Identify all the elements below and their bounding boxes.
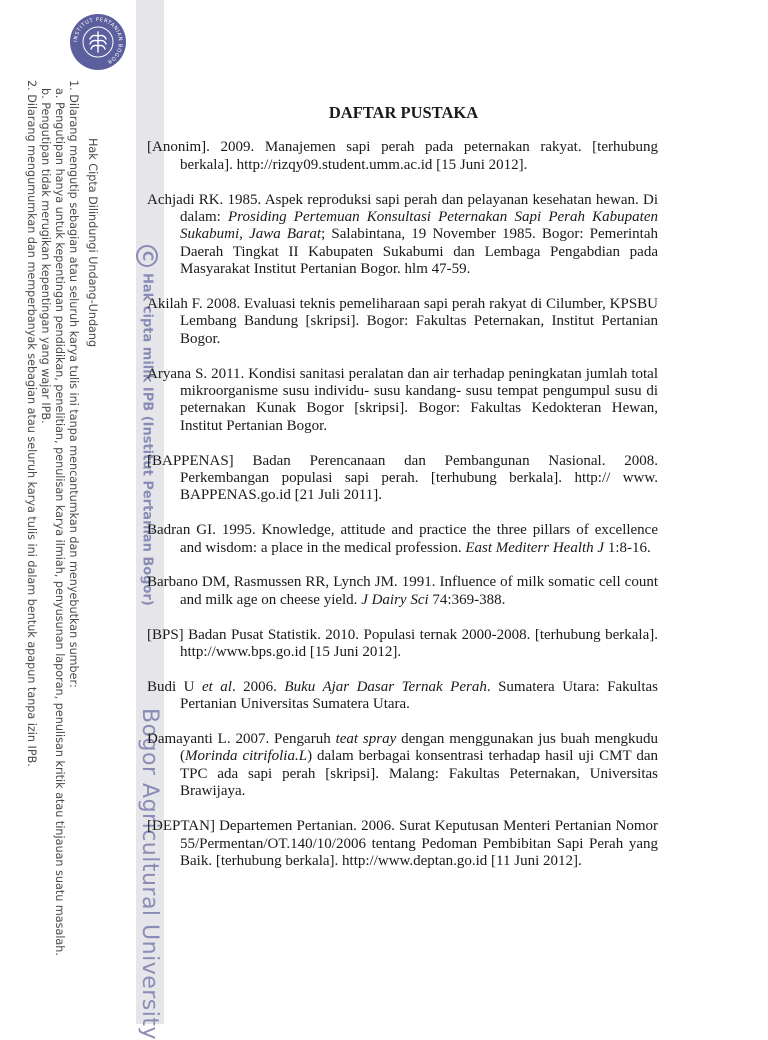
reference-entry: [147, 192, 658, 279]
legal-notice-line-a: a. Pengutipan hanya untuk kepentingan pendidikan, penelitian, penulisan karya ilmiah, penyusunan laporan, penulisan kritik atau tinjauan suatu masalah.: [53, 88, 66, 956]
reference-italic-text: Morinda citrifolia.L: [185, 748, 308, 765]
logo-ring-text: INSTITUT PERTANIAN BOGOR: [72, 16, 124, 65]
reference-text: Achjadi RK. 1985. Aspek reproduksi sapi perah dan pelayanan kesehatan hewan. Di dalam:: [147, 191, 658, 226]
university-watermark: Bogor Agricultural University: [137, 708, 162, 1040]
reference-text: [BAPPENAS] Badan Perencanaan dan Pembangunan Nasional. 2008. Perkembangan populasi sapi perah. [terhubung berkala]. http:// www. BAPPENAS.go.id [21 Juli 2011].: [147, 452, 658, 504]
reference-text: Aryana S. 2011. Kondisi sanitasi peralatan dan air terhadap peningkatan jumlah total mikroorganisme susu individu- susu kandang- susu tempat pengumpul susu di peternakan Kunak Bogor [skripsi]. Bogor: Fakultas Kedokteran Hewan, Institut Pertanian Bogor.: [147, 365, 658, 434]
reference-entry: [147, 679, 658, 714]
reference-entry: [147, 731, 658, 801]
reference-list: [147, 139, 658, 870]
reference-entry: [147, 296, 658, 348]
page-title: DAFTAR PUSTAKA: [328, 103, 479, 122]
reference-text: 74:369-388.: [428, 591, 506, 608]
reference-entry: [147, 139, 658, 174]
reference-text: . Sumatera Utara: Fakultas Pertanian Universitas Sumatera Utara.: [180, 678, 658, 713]
reference-text: . 2006.: [231, 678, 285, 695]
reference-text: Akilah F. 2008. Evaluasi teknis pemeliharaan sapi perah rakyat di Cilumber, KPSBU Lembang Bandung [skripsi]. Bogor: Fakultas Peternakan, Institut Pertanian Bogor.: [147, 296, 658, 347]
reference-entry: [147, 818, 658, 870]
reference-text: 1:8-16.: [604, 539, 651, 556]
legal-notice-heading: Hak Cipta Dilindungi Undang-Undang: [86, 138, 99, 348]
copyright-symbol-icon: C: [136, 245, 158, 267]
reference-text: [DEPTAN] Departemen Pertanian. 2006. Surat Keputusan Menteri Pertanian Nomor 55/Permentan/OT.140/10/2006 tentang Pedoman Pembibitan Sapi Perah yang Baik. [terhubung berkala]. http://www.deptan.go.id [11 Juni 2012].: [147, 818, 658, 869]
copyright-watermark-text: Hak cipta milik IPB (Institut Pertanian Bogor): [139, 273, 155, 606]
reference-text: Barbano DM, Rasmussen RR, Lynch JM. 1991. Influence of milk somatic cell count and milk age on cheese yield.: [147, 574, 658, 608]
reference-text: Damayanti L. 2007. Pengaruh: [147, 731, 336, 748]
legal-notice-line-b: b. Pengutipan tidak merugikan kepentingan yang wajar IPB.: [39, 88, 52, 424]
reference-text: Badran GI. 1995. Knowledge, attitude and practice the three pillars of excellence and wisdom: a place in the medical profession.: [147, 522, 658, 556]
reference-entry: [147, 366, 658, 436]
reference-italic-text: et al: [201, 678, 232, 695]
reference-entry: [147, 453, 658, 505]
reference-text: dengan menggunakan jus buah mengkudu (: [180, 731, 658, 765]
reference-entry: [147, 627, 658, 662]
reference-text: [Anonim]. 2009. Manajemen sapi perah pada peternakan rakyat. [terhubung berkala]. http://rizqy09.student.umm.ac.id [15 Juni 2012].: [147, 139, 658, 173]
reference-text: ; Salabintana, 19 November 1985. Bogor: Pemerintah Daerah Tingkat II Kabupaten Sukabumi dan Lembaga Pengabdian pada Masyarakat Institut Pertanian Bogor. hlm 47-59.: [180, 226, 658, 278]
reference-text: ) dalam berbagai konsentrasi terhadap hasil uji CMT dan TPC ada sapi perah [skripsi]. Malang: Fakultas Peternakan, Universitas Brawijaya.: [180, 748, 659, 800]
reference-italic-text: Prosiding Pertemuan Konsultasi Peternakan Sapi Perah Kabupaten Sukabumi, Jawa Barat: [180, 209, 658, 243]
reference-entry: [147, 522, 658, 557]
legal-notice-line-2: 2. Dilarang mengumumkan dan memperbanyak sebagian atau seluruh karya tulis ini dalam bentuk apapun tanpa izin IPB.: [25, 80, 38, 767]
reference-italic-text: teat spray: [335, 731, 397, 748]
ipb-logo-icon: [70, 14, 126, 70]
reference-italic-text: Buku Ajar Dasar Ternak Perah: [284, 678, 487, 695]
reference-entry: [147, 574, 658, 609]
copyright-sidebar: [0, 0, 165, 1040]
reference-italic-text: East Mediterr Health J: [465, 539, 605, 556]
reference-italic-text: J Dairy Sci: [361, 591, 429, 608]
legal-notice-line-1: 1. Dilarang mengutip sebagian atau seluruh karya tulis ini tanpa mencantumkan dan menyebutkan sumber:: [67, 80, 80, 688]
reference-text: [BPS] Badan Pusat Statistik. 2010. Populasi ternak 2000-2008. [terhubung berkala]. http://www.bps.go.id [15 Juni 2012].: [147, 626, 658, 661]
ipb-seal-graphic: [70, 14, 126, 70]
reference-text: Budi U: [147, 678, 202, 695]
bibliography-page: [147, 104, 658, 888]
